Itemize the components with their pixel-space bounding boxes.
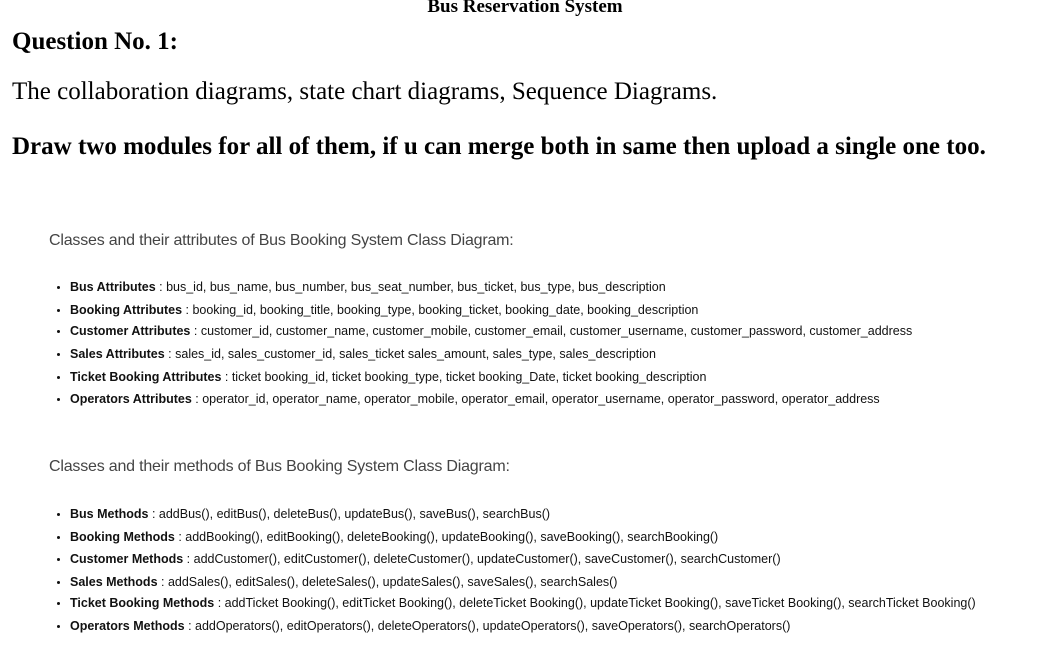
list-item: [70, 571, 1050, 594]
list-item-name: Booking Methods: [70, 529, 175, 544]
list-item-separator: :: [190, 324, 201, 338]
list-item-name: Ticket Booking Methods: [70, 596, 215, 610]
list-item-text: customer_id, customer_name, customer_mobile, customer_email, customer_username, customer_password, customer_address: [200, 324, 913, 338]
list-item: [70, 548, 1050, 571]
list-item-separator: :: [155, 280, 167, 294]
list-item-name: Customer Attributes: [70, 324, 191, 338]
list-item-text: operator_id, operator_name, operator_mobile, operator_email, operator_username, operator_password, operator_address: [202, 392, 880, 406]
list-item: [70, 503, 1050, 526]
list-item: [70, 321, 1050, 343]
list-item-name: Sales Attributes: [70, 347, 165, 361]
list-item: [70, 593, 1050, 615]
list-item-separator: :: [184, 619, 196, 633]
list-item-text: addOperators(), editOperators(), deleteOperators(), updateOperators(), saveOperators(), searchOperators(): [195, 619, 791, 633]
list-item: [70, 276, 1050, 299]
document-title: Bus Reservation System: [427, 0, 623, 17]
list-item-name: Bus Attributes: [70, 280, 156, 294]
list-item-text: addBus(), editBus(), deleteBus(), updateBus(), saveBus(), searchBus(): [158, 507, 551, 521]
list-item: [70, 343, 1050, 366]
list-item-name: Operators Methods: [70, 619, 185, 633]
list-item-name: Sales Methods: [70, 574, 158, 589]
list-item-separator: :: [174, 529, 186, 544]
list-item-name: Customer Methods: [70, 552, 184, 566]
list-item-text: sales_id, sales_customer_id, sales_ticket sales_amount, sales_type, sales_description: [175, 347, 656, 361]
list-item-separator: :: [164, 347, 176, 361]
list-item-name: Ticket Booking Attributes: [70, 369, 222, 384]
list-item-separator: :: [214, 596, 225, 610]
list-item: [70, 299, 1050, 322]
methods-list: [53, 503, 1050, 638]
list-item-name: Operators Attributes: [70, 392, 192, 406]
list-item-separator: :: [182, 302, 193, 317]
list-item: [70, 615, 1050, 638]
list-item-text: addBooking(), editBooking(), deleteBooking(), updateBooking(), saveBooking(), searchBooking(): [185, 529, 719, 544]
question-instruction: Draw two modules for all of them, if u can merge both in same then upload a single one too.: [12, 133, 986, 160]
attributes-list: [53, 276, 1050, 411]
list-item-text: addCustomer(), editCustomer(), deleteCustomer(), updateCustomer(), saveCustomer(), searchCustomer(): [193, 552, 781, 566]
methods-section-heading: Classes and their methods of Bus Booking System Class Diagram:: [49, 458, 510, 475]
list-item: [70, 388, 1050, 411]
list-item-separator: :: [148, 507, 159, 521]
list-item-text: addTicket Booking(), editTicket Booking(), deleteTicket Booking(), updateTicket Booking(), saveTicket Booking(), searchTicket Booking(): [224, 596, 976, 610]
list-item-separator: :: [183, 552, 194, 566]
list-item-separator: :: [221, 369, 232, 384]
list-item-text: ticket booking_id, ticket booking_type, ticket booking_Date, ticket booking_description: [231, 369, 707, 384]
question-heading: Question No. 1:: [12, 28, 178, 55]
list-item-separator: :: [191, 392, 203, 406]
list-item: [70, 526, 1050, 549]
list-item-name: Booking Attributes: [70, 302, 183, 317]
attributes-section-heading: Classes and their attributes of Bus Booking System Class Diagram:: [49, 232, 514, 249]
list-item-text: addSales(), editSales(), deleteSales(), updateSales(), saveSales(), searchSales(): [167, 574, 618, 589]
list-item-name: Bus Methods: [70, 507, 149, 521]
list-item-separator: :: [157, 574, 168, 589]
question-text: The collaboration diagrams, state chart diagrams, Sequence Diagrams.: [12, 78, 718, 105]
list-item: [70, 366, 1050, 389]
list-item-text: booking_id, booking_title, booking_type, booking_ticket, booking_date, booking_description: [192, 302, 699, 317]
list-item-text: bus_id, bus_name, bus_number, bus_seat_number, bus_ticket, bus_type, bus_description: [166, 280, 666, 294]
